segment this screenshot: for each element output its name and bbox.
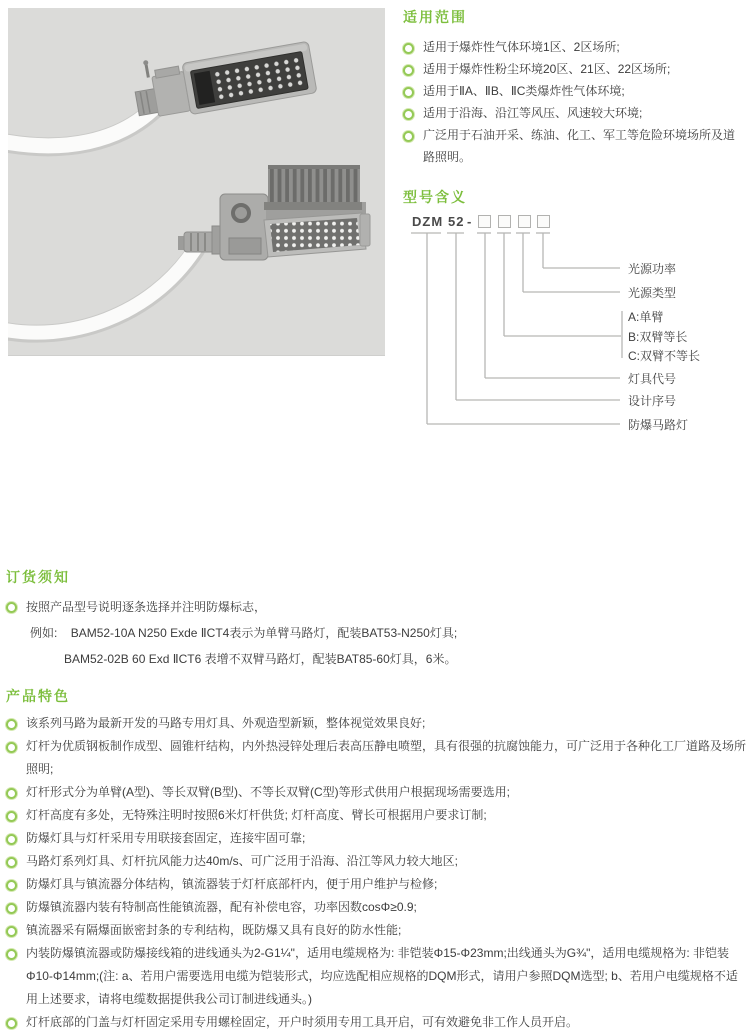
bullet-icon xyxy=(403,131,414,142)
bullet-icon xyxy=(6,834,17,845)
bullet-icon xyxy=(6,742,17,753)
bullet-icon xyxy=(403,109,414,120)
diagram-label: 光源类型 xyxy=(628,286,677,300)
product-photo xyxy=(8,8,385,355)
lamp-illustration xyxy=(8,8,385,355)
list-item xyxy=(6,781,746,804)
features-list xyxy=(6,712,746,1034)
model-code-dash: - xyxy=(467,214,473,229)
list-item-text: 灯杆高度有多处，无特殊注明时按照6米灯杆供货; 灯杆高度、臂长可根据用户要求订制; xyxy=(26,808,487,822)
list-item xyxy=(403,102,745,124)
list-item-text: 灯杆形式分为单臂(A型)、等长双臂(B型)、不等长双臂(C型)等形式供用户根据现场需要选用; xyxy=(26,785,510,799)
list-item-text: 防爆灯具与灯杆采用专用联接套固定，连接牢固可靠; xyxy=(26,831,306,845)
example-label: 例如: xyxy=(30,626,58,640)
bullet-icon xyxy=(6,788,17,799)
ordering-example-row xyxy=(6,646,746,672)
list-item xyxy=(6,1011,746,1034)
list-item-text: 灯杆为优质钢板制作成型、圆锥杆结构，内外热浸锌处理后表高压静电喷塑，具有很强的抗腐蚀能力，可广泛用于各种化工厂道路及场所照明; xyxy=(26,739,747,776)
list-item-text: 内装防爆镇流器或防爆接线箱的进线通头为2-G1¼"，适用电缆规格为: 非铠装Φ15-Φ23mm;出线通头为G¾"，适用电缆规格为: 非铠装Φ10-Φ14mm;(注: a、若用户需要选用电缆为铠装形式，均应选配相应规格的DQM形式，请用户参照DQM选型; b、若用户电缆规格不适用上述要求，请将电缆数据提供我公司订制进线通头。) xyxy=(26,946,738,1006)
bullet-icon xyxy=(6,880,17,891)
model-code-prefix: DZM xyxy=(412,214,444,229)
bullet-icon xyxy=(403,43,414,54)
bullet-icon xyxy=(403,87,414,98)
list-item-text: 该系列马路为最新开发的马路专用灯具、外观造型新颖，整体视觉效果良好; xyxy=(26,716,426,730)
bullet-icon xyxy=(6,926,17,937)
list-item xyxy=(6,827,746,850)
example-text: BAM52-02B 60 Exd ⅡCT6 表增不双臂马路灯，配装BAT85-60灯具，6米。 xyxy=(64,652,457,666)
list-item xyxy=(403,58,745,80)
diagram-label: 设计序号 xyxy=(628,394,677,408)
list-item xyxy=(6,594,746,620)
list-item xyxy=(6,873,746,896)
list-item xyxy=(6,942,746,1011)
scope-list xyxy=(403,36,745,168)
diagram-label: 防爆马路灯 xyxy=(628,418,689,432)
bullet-icon xyxy=(6,719,17,730)
list-item-text: 适用于爆炸性粉尘环境20区、21区、22区场所; xyxy=(423,62,671,76)
list-item xyxy=(403,80,745,102)
lower-sections xyxy=(6,568,746,1034)
list-item-text: 灯杆底部的门盖与灯杆固定采用专用螺栓固定，开户时须用专用工具开启，可有效避免非工作人员开启。 xyxy=(26,1015,579,1029)
list-item xyxy=(6,712,746,735)
bullet-icon xyxy=(403,65,414,76)
bullet-icon xyxy=(6,949,17,960)
section-title-features: 产品特色 xyxy=(6,688,70,704)
list-item-text: 镇流器采有隔爆面嵌密封条的专利结构，既防爆又具有良好的防水性能; xyxy=(26,923,402,937)
section-title-ordering: 订货须知 xyxy=(6,569,70,585)
diagram-label: 灯具代号 xyxy=(628,372,677,386)
list-item-text: 防爆灯具与镇流器分体结构，镇流器装于灯杆底部杆内，便于用户维护与检修; xyxy=(26,877,438,891)
list-item-text: 马路灯系列灯具、灯杆抗风能力达40m/s、可广泛用于沿海、沿江等风力较大地区; xyxy=(26,854,459,868)
list-item xyxy=(403,36,745,58)
ordering-note-text: 按照产品型号说明逐条选择并注明防爆标志， xyxy=(26,600,267,614)
diagram-label: A:单臂 xyxy=(628,310,664,324)
list-item xyxy=(6,896,746,919)
ordering-example-row xyxy=(6,620,746,646)
diagram-label: B:双臂等长 xyxy=(628,330,688,344)
section-applicable-scope xyxy=(403,8,745,168)
example-text: BAM52-10A N250 Exde ⅡCT4表示为单臂马路灯，配装BAT53-N250灯具; xyxy=(70,626,458,640)
list-item-text: 防爆镇流器内装有特制高性能镇流器，配有补偿电容，功率因数cosΦ≥0.9; xyxy=(26,900,417,914)
bullet-icon xyxy=(6,602,17,613)
list-item-text: 适用于爆炸性气体环境1区、2区场所; xyxy=(423,40,620,54)
list-item xyxy=(403,124,745,168)
bullet-icon xyxy=(6,857,17,868)
diagram-label: C:双臂不等长 xyxy=(628,349,701,363)
bullet-icon xyxy=(6,1018,17,1029)
list-item xyxy=(6,735,746,781)
diagram-label: 光源功率 xyxy=(628,262,677,276)
section-title-scope: 适用范围 xyxy=(403,9,467,25)
bullet-icon xyxy=(6,903,17,914)
list-item-text: 适用于沿海、沿江等风压、风速较大环境; xyxy=(423,106,643,120)
section-title-model: 型号含义 xyxy=(403,189,467,205)
list-item xyxy=(6,919,746,942)
bullet-icon xyxy=(6,811,17,822)
list-item-text: 适用于ⅡA、ⅡB、ⅡC类爆炸性气体环境; xyxy=(423,84,625,98)
list-item xyxy=(6,850,746,873)
list-item xyxy=(6,804,746,827)
section-features xyxy=(6,687,746,1034)
model-code-serial: 52 xyxy=(448,214,465,229)
list-item-text: 广泛用于石油开采、练油、化工、军工等危险环境场所及道路照明。 xyxy=(423,128,736,164)
